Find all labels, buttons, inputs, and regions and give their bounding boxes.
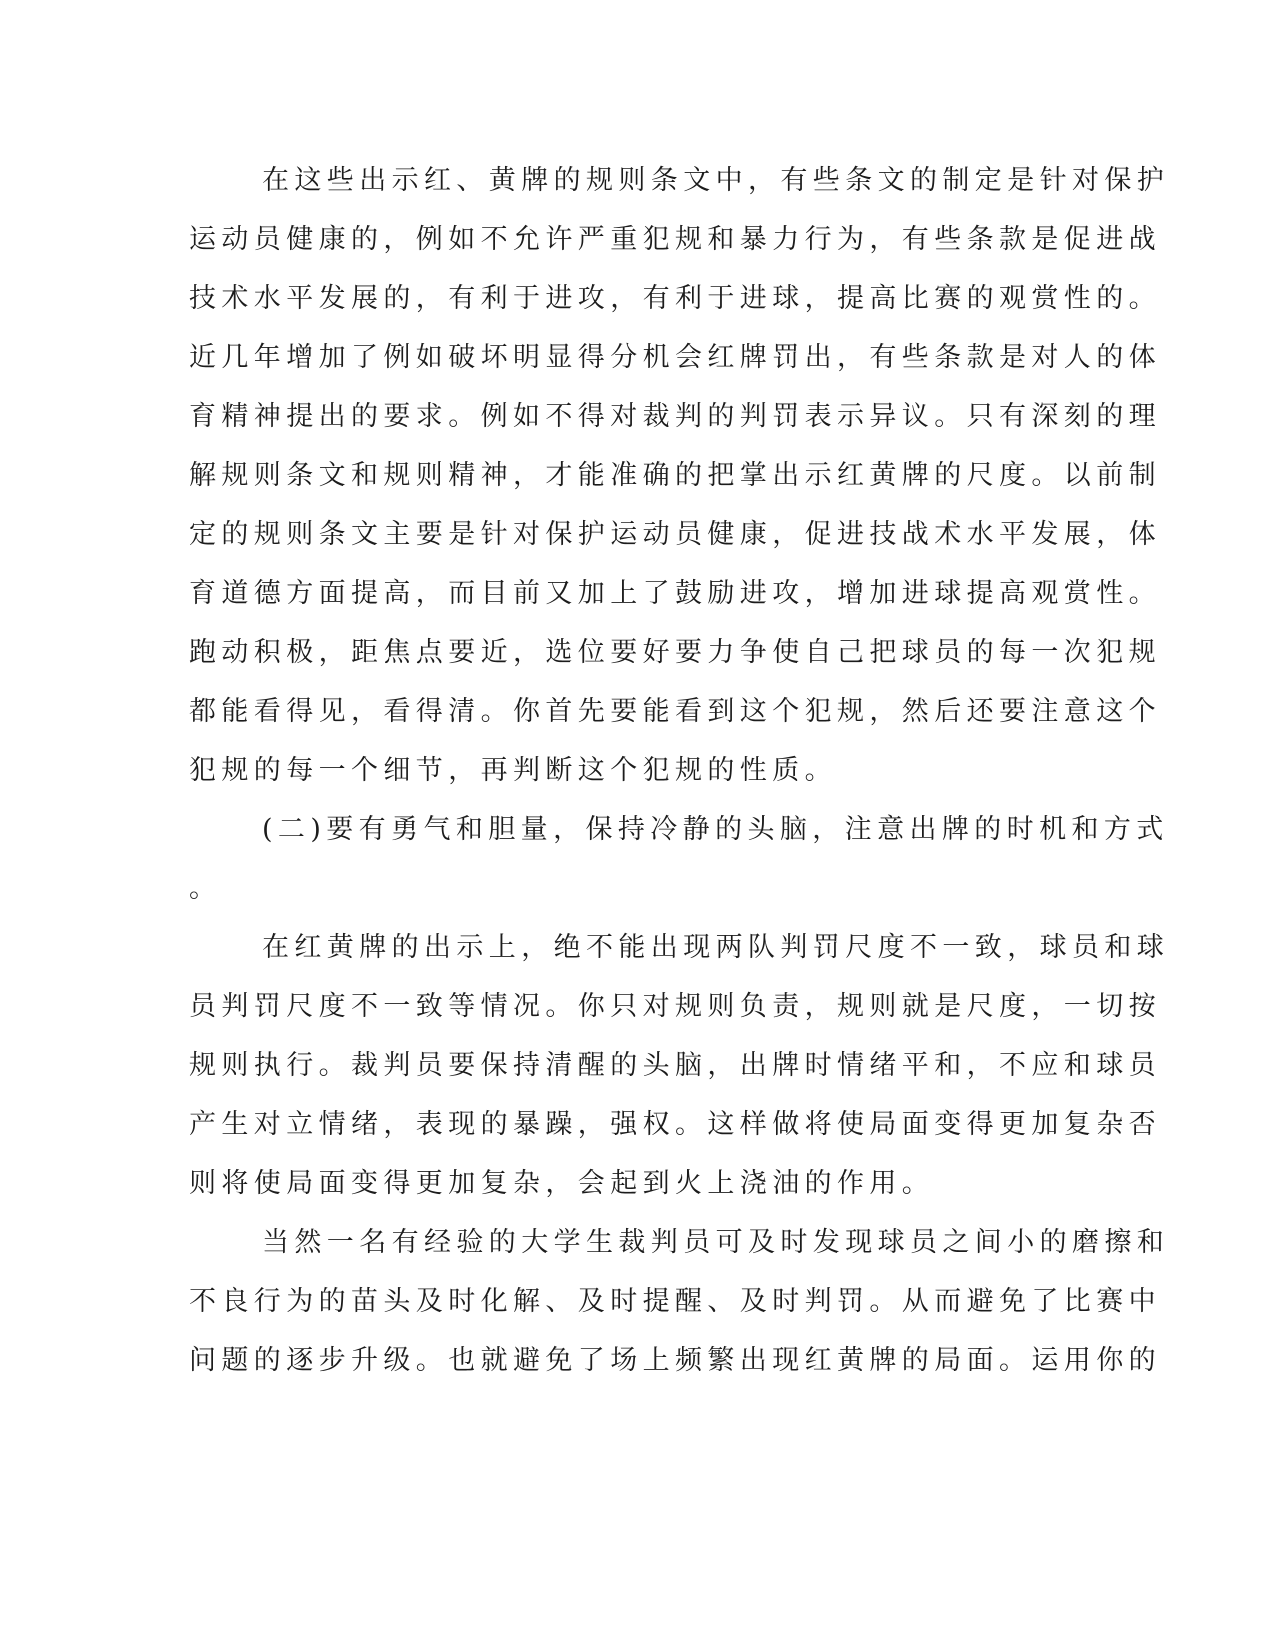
text-line: 不良行为的苗头及时化解、及时提醒、及时判罚。从而避免了比赛中 (189, 1286, 1161, 1317)
text-line: 犯规的每一个细节，再判断这个犯规的性质。 (189, 755, 837, 786)
text-line: 解规则条文和规则精神，才能准确的把掌出示红黄牌的尺度。以前制 (189, 460, 1161, 491)
text-line: 在这些出示红、黄牌的规则条文中，有些条文的制定是针对保护 (262, 165, 1170, 196)
text-line: 规则执行。裁判员要保持清醒的头脑，出牌时情绪平和，不应和球员 (189, 1050, 1161, 1081)
text-line: 则将使局面变得更加复杂，会起到火上浇油的作用。 (189, 1168, 935, 1199)
text-line: 产生对立情绪，表现的暴躁，强权。这样做将使局面变得更加复杂否 (189, 1109, 1161, 1140)
text-line: (二)要有勇气和胆量，保持冷静的头脑，注意出牌的时机和方式 (262, 814, 1169, 845)
text-line: 育精神提出的要求。例如不得对裁判的判罚表示异议。只有深刻的理 (189, 401, 1161, 432)
text-line: 当然一名有经验的大学生裁判员可及时发现球员之间小的磨擦和 (262, 1227, 1170, 1258)
text-line: 。 (189, 873, 222, 904)
text-line: 都能看得见，看得清。你首先要能看到这个犯规，然后还要注意这个 (189, 696, 1161, 727)
text-line: 问题的逐步升级。也就避免了场上频繁出现红黄牌的局面。运用你的 (189, 1345, 1161, 1376)
text-line: 运动员健康的，例如不允许严重犯规和暴力行为，有些条款是促进战 (189, 224, 1161, 255)
text-line: 员判罚尺度不一致等情况。你只对规则负责，规则就是尺度，一切按 (189, 991, 1161, 1022)
text-line: 育道德方面提高，而目前又加上了鼓励进攻，增加进球提高观赏性。 (189, 578, 1161, 609)
text-line: 近几年增加了例如破坏明显得分机会红牌罚出，有些条款是对人的体 (189, 342, 1161, 373)
text-line: 在红黄牌的出示上，绝不能出现两队判罚尺度不一致，球员和球 (262, 932, 1170, 963)
text-line: 技术水平发展的，有利于进攻，有利于进球，提高比赛的观赏性的。 (189, 283, 1161, 314)
text-line: 跑动积极，距焦点要近，选位要好要力争使自己把球员的每一次犯规 (189, 637, 1161, 668)
text-line: 定的规则条文主要是针对保护运动员健康，促进技战术水平发展，体 (189, 519, 1161, 550)
